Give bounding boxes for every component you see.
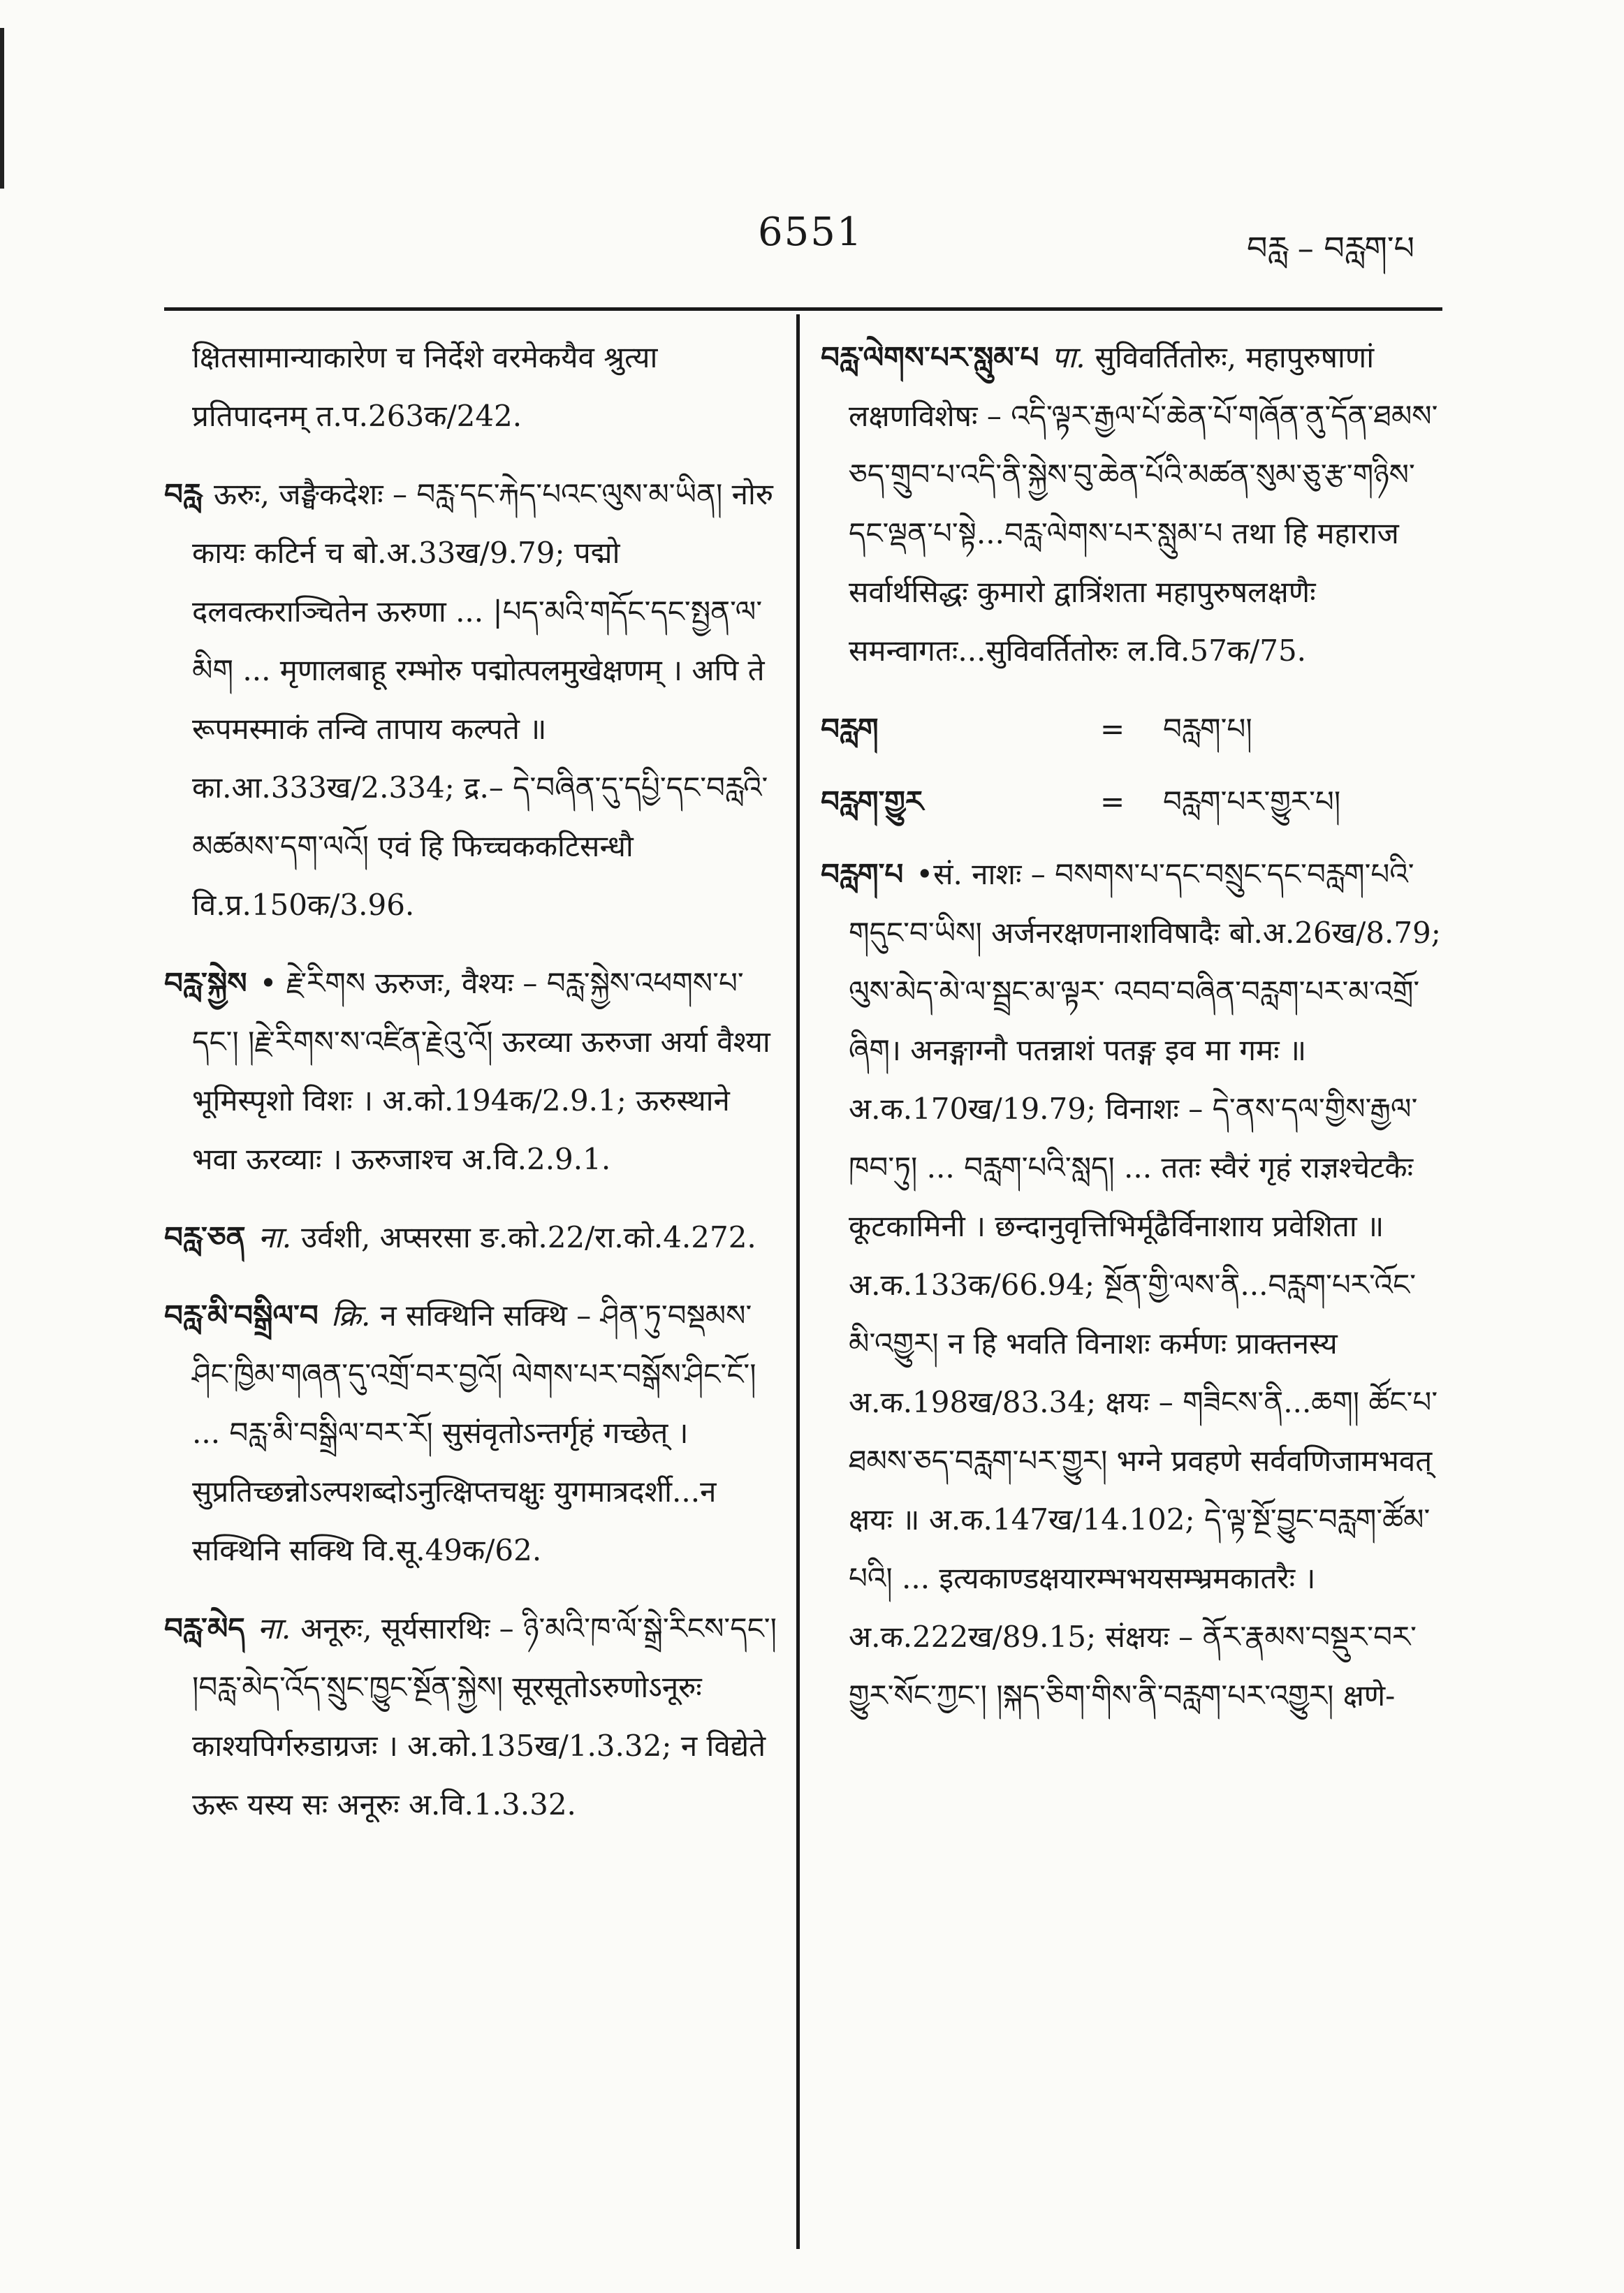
dictionary-entry xyxy=(164,1599,779,1834)
continued-entry xyxy=(164,328,779,446)
cross-reference-target: བརླག་པ། xyxy=(1163,712,1252,746)
grammar-tag: क्रि. xyxy=(330,1298,371,1333)
running-head: བརླ – བརླག་པ xyxy=(1247,229,1414,267)
entry-body: सुविवर्तितोरुः, महापुरुषाणां लक्षणविशेषः – འདི་ལྟར་རྒྱལ་པོ་ཆེན་པོ་གཞོན་ནུ་དོན་ཐམས་ཅད་གྲུབ་པ་འདི་ནི་སྐྱེས་བུ་ཆེན་པོའི་མཚན་སུམ་ཅུ་རྩ་གཉིས་དང་ལྡན་པ་སྟེ...བརླ་ལེགས་པར་སླུམ་པ तथा हि महाराज सर्वार्थसिद्धः कुमारो द्वात्रिंशता महापुरुषलक्षणैः समन्वागतः...सुविवर्तितोरुः ल.वि.57क/75. xyxy=(849,340,1438,668)
headword: བརླ་ཅན xyxy=(164,1220,246,1254)
dictionary-entry xyxy=(164,954,779,1189)
equals-sign: = xyxy=(1100,784,1125,819)
left-column xyxy=(164,328,779,1854)
headword: བརླག་གྱུར xyxy=(821,784,924,819)
grammar-tag: ना. xyxy=(257,1611,291,1646)
headword: བརླག xyxy=(821,712,879,746)
headword: བརླ xyxy=(164,477,202,511)
right-column xyxy=(821,328,1442,1745)
headword: བརླ་མེད xyxy=(164,1611,245,1646)
dictionary-entry xyxy=(821,845,1442,1725)
dictionary-entry xyxy=(164,1208,779,1267)
page-number: 6551 xyxy=(758,210,863,255)
headword: བརླ་མི་བསྒྲིལ་བ xyxy=(164,1298,319,1333)
dictionary-entry xyxy=(164,1287,779,1580)
page-edge-mark xyxy=(0,28,4,189)
dictionary-entry xyxy=(821,328,1442,680)
grammar-tag: ना. xyxy=(258,1220,292,1254)
grammar-tag: पा. xyxy=(1051,340,1085,374)
entry-body: • རྗེ་རིགས ऊरुजः, वैश्यः – བརླ་སྐྱེས་འཕགས་པ་དང་། །རྗེ་རིགས་ས་འཛིན་རྗེའུ་འོ། ऊरव्या ऊरुजा अर्या वैश्या भूमिस्पृशो विशः । अ.को.194क/2.9.1; ऊरुस्थाने भवा ऊरव्याः । ऊरुजाश्च अ.वि.2.9.1. xyxy=(192,966,770,1176)
entry-body: ऊरुः, जङ्घैकदेशः – བརླ་དང་རྐེད་པའང་ལུས་མ་ཡིན། नोरु कायः कटिर्न च बो.अ.33ख/9.79; पद्मो दलवत्कराञ्चितेन ऊरुणा ... |པད་མའི་གདོང་དང་སྤྱན་ལ་མིག ... मृणालबाहू रम्भोरु पद्मोत्पलमुखेक्षणम् । अपि ते रूपमस्माकं तन्वि तापाय कल्पते ॥ का.आ.333ख/2.334; द्र.– དེ་བཞིན་དུ་དཔྱི་དང་བརླའི་མཚམས་དག་ལའོ། एवं हि फिच्चककटिसन्धौ वि.प्र.150क/3.96. xyxy=(192,477,773,922)
header-rule xyxy=(164,307,1442,311)
entry-body: न सक्थिनि सक्थि – ཤིན་ཏུ་བསྡམས་ཤིང་ཁྱིམ་གཞན་དུ་འགྲོ་བར་བྱའོ། ལེགས་པར་བསྒོས་ཤིང་ངོ་། ... བརླ་མི་བསྒྲིལ་བར་རོ། सुसंवृतोऽन्तर्गृहं गच्छेत् । सुप्रतिच्छन्नोऽल्पशब्दोऽनुत्क्षिप्तचक्षुः युगमात्रदर्शी...न सक्थिनि सक्थि वि.सू.49क/62. xyxy=(192,1298,756,1567)
column-rule xyxy=(796,314,800,2249)
cross-reference-target: བརླག་པར་གྱུར་པ། xyxy=(1163,784,1341,819)
headword: བརླག་པ xyxy=(821,857,904,891)
cross-reference-entry xyxy=(821,700,1442,759)
entry-body: •सं. नाशः – བསགས་པ་དང་བསྲུང་དང་བརླག་པའི་གདུང་བ་ཡིས། अर्जनरक्षणनाशविषादैः बो.अ.26ख/8.79; ལུས་མེད་མེ་ལ་སྦྲང་མ་ལྟར་ འབབ་བཞིན་བརླག་པར་མ་འགྲོ་ཞིག। अनङ्गाग्नौ पतन्नाशं पतङ्ग इव मा गमः ॥ अ.क.170ख/19.79; विनाशः – དེ་ནས་དལ་གྱིས་རྒྱལ་ཁབ་ཏུ། ... བརླག་པའི་སླད། ... ततः स्वैरं गृहं राज्ञश्चेटकैः कूटकामिनी । छन्दानुवृत्तिभिर्मूढैर्विनाशाय प्रवेशिता ॥ अ.क.133क/66.94; སྔོན་གྱི་ལས་ནི...བརླག་པར་འོང་མི་འགྱུར། न हि भवति विनाशः कर्मणः प्राक्तनस्य अ.क.198ख/83.34; क्षयः – གཟིངས་ནི...ཆག། ཚོང་པ་ཐམས་ཅད་བརླག་པར་གྱུར། भग्ने प्रवहणे सर्ववणिजामभवत् क्षयः ॥ अ.क.147ख/14.102; དེ་ལྟ་སྔོ་བྱུང་བརླག་ཚོམ་པའི། ... इत्यकाण्डक्षयारम्भभयसम्भ्रमकातरैः । अ.क.222ख/89.15; संक्षयः – ནོར་རྣམས་བསྡུར་བར་གྱུར་སོང་ཀྱང་། །སྐད་ཅིག་གིས་ནི་བརླག་པར་འགྱུར། क्षणे- xyxy=(849,857,1441,1713)
headword: བརླ་ལེགས་པར་སླུམ་པ xyxy=(821,340,1039,374)
headword: བརླ་སྐྱེས xyxy=(164,966,247,1000)
dictionary-entry xyxy=(164,465,779,935)
entry-body: उर्वशी, अप्सरसा ङ.को.22/रा.को.4.272. xyxy=(301,1220,756,1254)
equals-sign: = xyxy=(1100,712,1125,746)
cross-reference-entry xyxy=(821,772,1442,831)
entry-body: क्षितसामान्याकारेण च निर्देशे वरमेकयैव श्रुत्या प्रतिपादनम् त.प.263क/242. xyxy=(192,340,658,433)
entry-body: अनूरुः, सूर्यसारथिः – ཉི་མའི་ཁ་ལོ་སྒྲེ་རིངས་དང་། །བརླ་མེད་འོད་སྲུང་ཁྱུང་སྔོན་སྐྱེས། सूरसूतोऽरुणोऽनूरुः काश्यपिर्गरुडाग्रजः । अ.को.135ख/1.3.32; न विद्येते ऊरू यस्य सः अनूरुः अ.वि.1.3.32. xyxy=(192,1611,777,1822)
